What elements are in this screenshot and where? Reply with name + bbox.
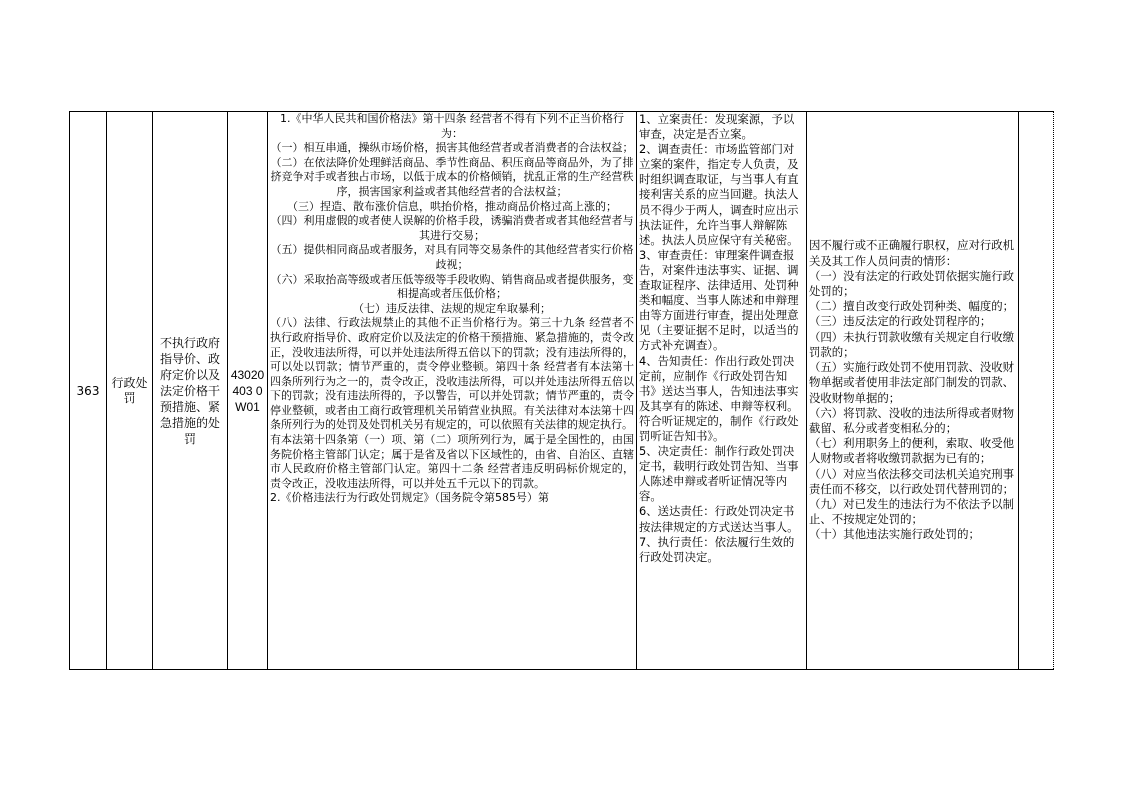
basis-paragraph: （六）采取抬高等级或者压低等级等手段收购、销售商品或者提供服务，变相提高或者压低价格； — [270, 272, 634, 301]
row-number: 363 — [70, 112, 107, 670]
accountability-item: （九）对已发生的违法行为不依法予以制止、不按规定处罚的； — [809, 496, 1015, 527]
responsibility-item: 5、决定责任：制作行政处罚决定书，载明行政处罚告知、当事人陈述申辩或者听证情况等内容。 — [639, 444, 799, 504]
responsibility-item: 1、立案责任：发现案源，予以审查，决定是否立案。 — [639, 112, 795, 142]
responsibility-item: 7、执行责任：依法履行生效的行政处罚决定。 — [639, 534, 795, 564]
basis-paragraph: （二）在依法降价处理鲜活商品、季节性商品、积压商品等商品外，为了排挤竞争对手或者独占市场，以低于成本的价格倾销，扰乱正常的生产经营秩序，损害国家利益或者其他经营者的合法权益； — [270, 155, 634, 198]
basis-paragraph: （三）捏造、散布涨价信息，哄抬价格，推动商品价格过高上涨的； — [287, 199, 617, 213]
basis-paragraph: （四）利用虚假的或者使人误解的价格手段，诱骗消费者或者其他经营者与其进行交易； — [270, 214, 634, 242]
power-list-table — [69, 111, 1054, 670]
accountability-item: （七）利用职务上的便利，索取、收受他人财物或者将收缴罚款据为已有的； — [809, 436, 1015, 466]
accountability-item: （二）擅自改变行政处罚种类、幅度的； — [809, 299, 1015, 314]
responsibility-cell — [637, 112, 807, 670]
basis-paragraph: （八）法律、行政法规禁止的其他不正当价格行为。第三十九条 经营者不执行政府指导价、政府定价以及法定的价格干预措施、紧急措施的，责令改正，没收违法所得，可以并处违法所得五倍以下的罚款；没有违法所得的，可以处以罚款；情节严重的，责令停业整顿。第四十条 经营者有本法第十四条所列行为之一的，责令改正，没收违法所得，可以并处违法所得五倍以下的罚款；没有违法所得的，予以警告，可以并处罚款；情节严重的，责令停业整顿，或者由工商行政管理机关吊销营业执照。有关法律对本法第十四条所列行为的处罚及处罚机关另有规定的，可以依照有关法律的规定执行。 — [270, 316, 634, 432]
accountability-cell — [807, 112, 1019, 670]
legal-basis-cell — [268, 112, 637, 670]
power-category: 行政处罚 — [107, 112, 153, 670]
basis-paragraph: （一）相互串通，操纵市场价格，损害其他经营者或者消费者的合法权益； — [270, 141, 634, 155]
basis-paragraph: 有本法第十四条第（一）项、第（二）项所列行为，属于是全国性的，由国务院价格主管部门认定；属于是省及省以下区域性的，由省、自治区、直辖市人民政府价格主管部门认定。第四十二条 经营者违反明码标价规定的，责令改正，没收违法所得，可以并处五千元以下的罚款。 — [270, 433, 634, 490]
accountability-item: （四）未执行罚款收缴有关规定自行收缴罚款的； — [809, 329, 1015, 359]
accountability-item: （三）违反法定的行政处罚程序的； — [809, 314, 992, 329]
responsibility-item: 4、告知责任：作出行政处罚决定前，应制作《行政处罚告知书》送达当事人，告知违法事实及其享有的陈述、申辩等权利。符合听证规定的，制作《行政处罚听证告知书》。 — [639, 353, 799, 443]
accountability-item: （一）没有法定的行政处罚依据实施行政处罚的； — [809, 268, 1015, 299]
responsibility-item: 2、调查责任：市场监管部门对立案的案件，指定专人负责，及时组织调查取证，与当事人有直接利害关系的应当回避。执法人员不得少于两人，调查时应出示执法证件，允许当事人辩解陈述。执法人员应保守有关秘密。 — [639, 142, 799, 247]
responsibility-item: 3、审查责任：审理案件调查报告，对案件违法事实、证据、调查取证程序、法律适用、处罚种类和幅度、当事人陈述和申辩理由等方面进行审查，提出处理意见（主要证据不足时，以适当的方式补充调查）。 — [639, 247, 799, 353]
accountability-item: （六）将罚款、没收的违法所得或者财物截留、私分或者变相私分的； — [809, 405, 1015, 435]
accountability-item: （十）其他违法实施行政处罚的； — [809, 527, 980, 542]
basis-paragraph: （五）提供相同商品或者服务，对具有同等交易条件的其他经营者实行价格歧视； — [270, 243, 634, 271]
accountability-item: （八）对应当依法移交司法机关追究刑事责任而不移交，以行政处罚代替刑罚的； — [809, 466, 1015, 496]
accountability-item: （五）实施行政处罚不使用罚款、没收财物单据或者使用非法定部门制发的罚款、没收财物单据的； — [809, 360, 1015, 405]
basis-paragraph: （七）违反法律、法规的规定牟取暴利； — [353, 301, 551, 315]
power-item-name: 不执行政府指导价、政府定价以及法定价格干预措施、紧急措施的处罚 — [153, 112, 228, 670]
power-code: 43020403 0W01 — [228, 112, 268, 670]
basis-paragraph: 1.《中华人民共和国价格法》第十四条 经营者不得有下列不正当价格行为： — [280, 112, 624, 140]
remarks-cell — [1019, 112, 1054, 670]
responsibility-item: 6、送达责任：行政处罚决定书按法律规定的方式送达当事人。 — [639, 504, 799, 534]
basis-paragraph: 2.《价格违法行为行政处罚规定》（国务院令第585号）第 — [270, 491, 549, 505]
table-row — [70, 112, 1054, 670]
accountability-item: 因不履行或不正确履行职权，应对行政机关及其工作人员问责的情形： — [809, 238, 1015, 268]
